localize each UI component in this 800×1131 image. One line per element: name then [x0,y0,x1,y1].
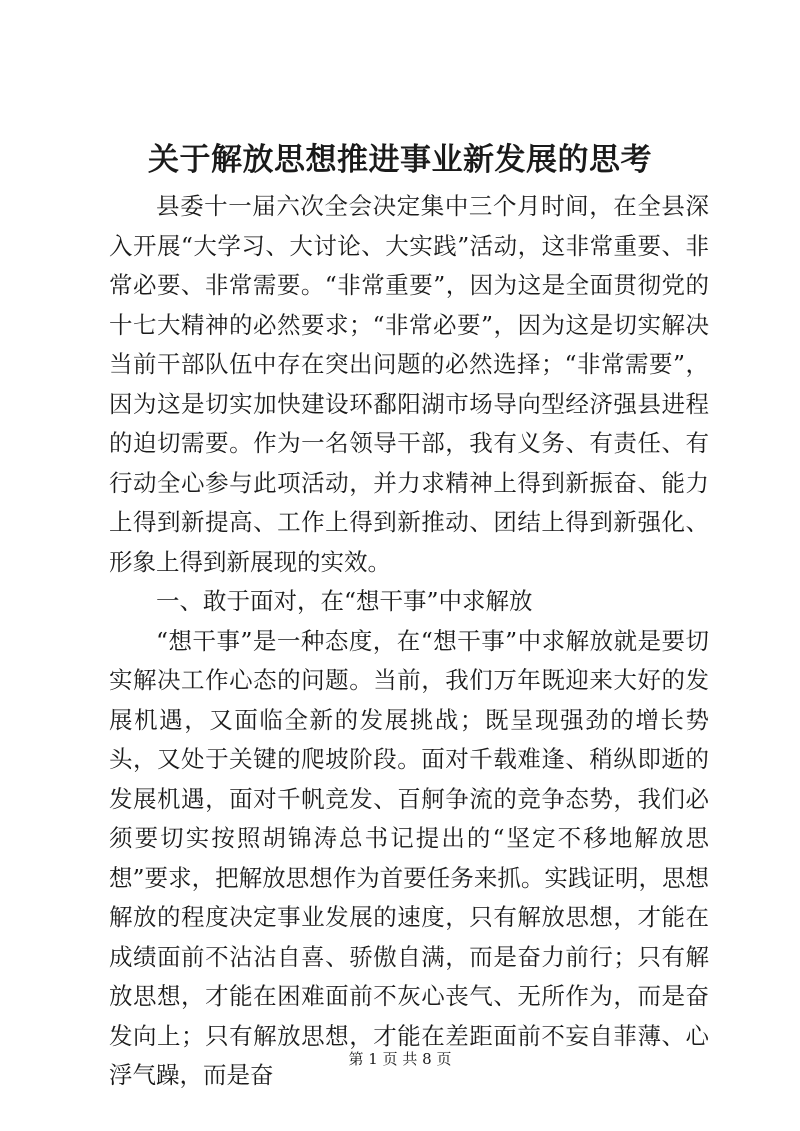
document-title: 关于解放思想推进事业新发展的思考 [148,142,652,178]
paragraph-intro: 县委十一届六次全会决定集中三个月时间，在全县深入开展“大学习、大讨论、大实践”活动，这非常重要、非常必要、非常需要。“非常重要”，因为这是全面贯彻党的十七大精神的必然要求；“非常必要”，因为这是切实解决当前干部队伍中存在突出问题的必然选择；“非常需要”，因为这是切实加快建设环鄱阳湖市场导向型经济强县进程的迫切需要。作为一名领导干部，我有义务、有责任、有行动全心参与此项活动，并力求精神上得到新振奋、能力上得到新提高、工作上得到新推动、团结上得到新强化、形象上得到新展现的实效。 [109,192,709,576]
document-body [109,187,709,1096]
section-heading-1: 一、敢于面对，在“想干事”中求解放 [156,587,533,615]
page-footer: 第 1 页 共 8 页 [348,1050,452,1068]
paragraph-section-1: “想干事”是一种态度，在“想干事”中求解放就是要切实解决工作心态的问题。当前，我们万年既迎来大好的发展机遇，又面临全新的发展挑战；既呈现强劲的增长势头，又处于关键的爬坡阶段。面对千载难逢、稍纵即逝的发展机遇，面对千帆竞发、百舸争流的竞争态势，我们必须要切实按照胡锦涛总书记提出的“坚定不移地解放思想”要求，把解放思想作为首要任务来抓。实践证明，思想解放的程度决定事业发展的速度，只有解放思想，才能在成绩面前不沾沾自喜、骄傲自满，而是奋力前行；只有解放思想，才能在困难面前不灰心丧气、无所作为，而是奋发向上；只有解放思想，才能在差距面前不妄自菲薄、心浮气躁，而是奋 [109,626,709,1089]
